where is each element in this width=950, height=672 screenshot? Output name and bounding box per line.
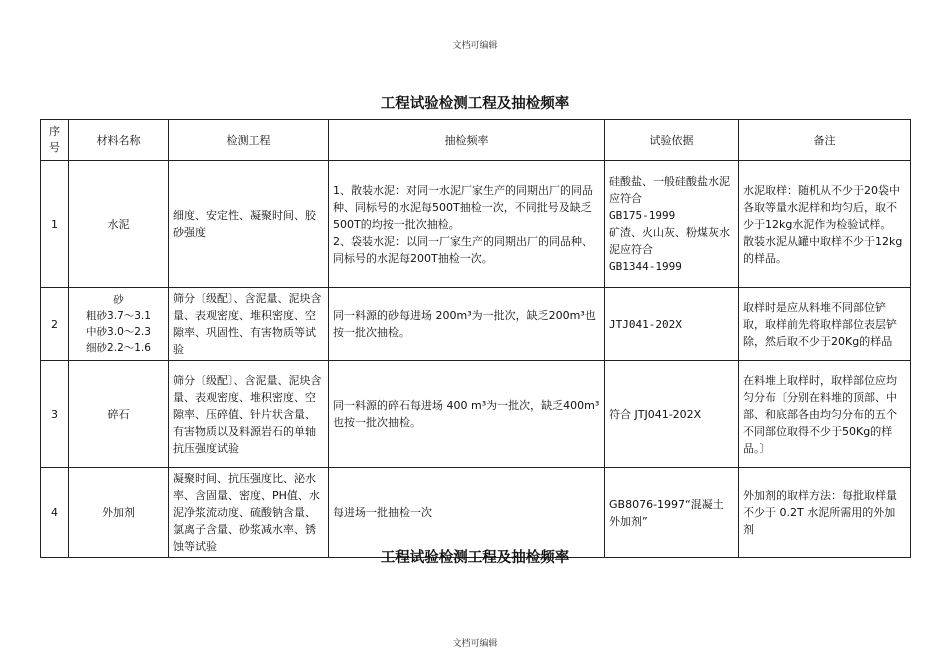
page-header: 文档可编辑 <box>452 41 498 51</box>
page-footer: 文档可编辑 <box>452 639 498 649</box>
row-seq: 2 <box>41 288 69 361</box>
column-header-seq: 序号 <box>41 120 69 161</box>
row-basis: JTJ041-202X <box>605 288 739 361</box>
column-header-material: 材料名称 <box>69 120 169 161</box>
remarks-line: 水泥取样：随机从不少于20袋中各取等量水泥样和均匀后，取不少于12kg水泥作为检验试样。 <box>743 183 900 231</box>
column-header-remarks: 备注 <box>739 120 911 161</box>
row-items: 筛分〔级配〕、含泥量、泥块含量、表观密度、堆积密度、空隙率、压碎值、针片状含量、有害物质以及料源岩石的单轴抗压强度试验 <box>169 361 329 468</box>
basis-line: GB175-1999 <box>609 209 676 222</box>
row-material: 外加剂 <box>69 468 169 558</box>
row-seq: 3 <box>41 361 69 468</box>
frequency-line: 2、袋装水泥：以同一厂家生产的同期出厂的同品种、同标号的水泥每200T抽检一次。 <box>333 234 593 265</box>
column-header-items: 检测工程 <box>169 120 329 161</box>
material-line: 中砂3.0～2.3 <box>86 326 151 338</box>
document-title: 工程试验检测工程及抽检频率 <box>380 95 570 112</box>
row-frequency <box>329 161 605 288</box>
row-frequency: 同一料源的砂每进场 200m³为一批次，缺乏200m³也按一批次抽检。 <box>329 288 605 361</box>
basis-line: 矿渣、火山灰、粉煤灰水泥应符合 <box>609 226 730 256</box>
basis-line: 硅酸盐、一般硅酸盐水泥应符合 <box>609 175 730 205</box>
row-remarks: 取样时是应从料堆不同部位铲取，取样前先将取样部位表层铲除，然后取不少于20Kg的样品 <box>739 288 911 361</box>
row-material: 水泥 <box>69 161 169 288</box>
table-row <box>41 288 911 361</box>
row-basis: GB8076-1997“混凝土外加剂” <box>605 468 739 558</box>
row-remarks <box>739 161 911 288</box>
frequency-line: 1、散装水泥：对同一水泥厂家生产的同期出厂的同品种、同标号的水泥每500T抽检一次，不同批号及缺乏500T的均按一批次抽检。 <box>333 183 593 231</box>
material-line: 砂 <box>113 294 124 306</box>
row-remarks: 外加剂的取样方法：每批取样量不少于 0.2T 水泥所需用的外加剂 <box>739 468 911 558</box>
row-seq: 4 <box>41 468 69 558</box>
row-basis <box>605 161 739 288</box>
row-material <box>69 288 169 361</box>
table-row <box>41 468 911 558</box>
column-header-basis: 试验依据 <box>605 120 739 161</box>
row-frequency: 同一料源的碎石每进场 400 m³为一批次，缺乏400m³也按一批次抽检。 <box>329 361 605 468</box>
material-line: 细砂2.2～1.6 <box>86 342 151 354</box>
repeated-title: 工程试验检测工程及抽检频率 <box>380 549 570 566</box>
row-seq: 1 <box>41 161 69 288</box>
row-basis: 符合 JTJ041-202X <box>605 361 739 468</box>
row-material: 碎石 <box>69 361 169 468</box>
inspection-table <box>40 119 911 558</box>
remarks-line: 散装水泥从罐中取样不少于12kg的样品。 <box>743 234 903 265</box>
row-remarks: 在料堆上取样时，取样部位应均匀分布〔分别在料堆的顶部、中部、和底部各由均匀分布的五个不同部位取得不少于50Kg的样品。〕 <box>739 361 911 468</box>
table-row <box>41 161 911 288</box>
table-row <box>41 361 911 468</box>
material-line: 粗砂3.7～3.1 <box>86 310 151 322</box>
row-items: 凝聚时间、抗压强度比、泌水率、含固量、密度、PH值、水泥净浆流动度、硫酸钠含量、氯离子含量、砂浆减水率、锈蚀等试验 <box>169 468 329 558</box>
row-frequency: 每进场一批抽检一次 <box>329 468 605 558</box>
basis-line: GB1344-1999 <box>609 260 682 273</box>
column-header-frequency: 抽检频率 <box>329 120 605 161</box>
table-header-row <box>41 120 911 161</box>
row-items: 筛分〔级配〕、含泥量、泥块含量、表观密度、堆积密度、空隙率、巩固性、有害物质等试验 <box>169 288 329 361</box>
row-items: 细度、安定性、凝聚时间、胶砂强度 <box>169 161 329 288</box>
